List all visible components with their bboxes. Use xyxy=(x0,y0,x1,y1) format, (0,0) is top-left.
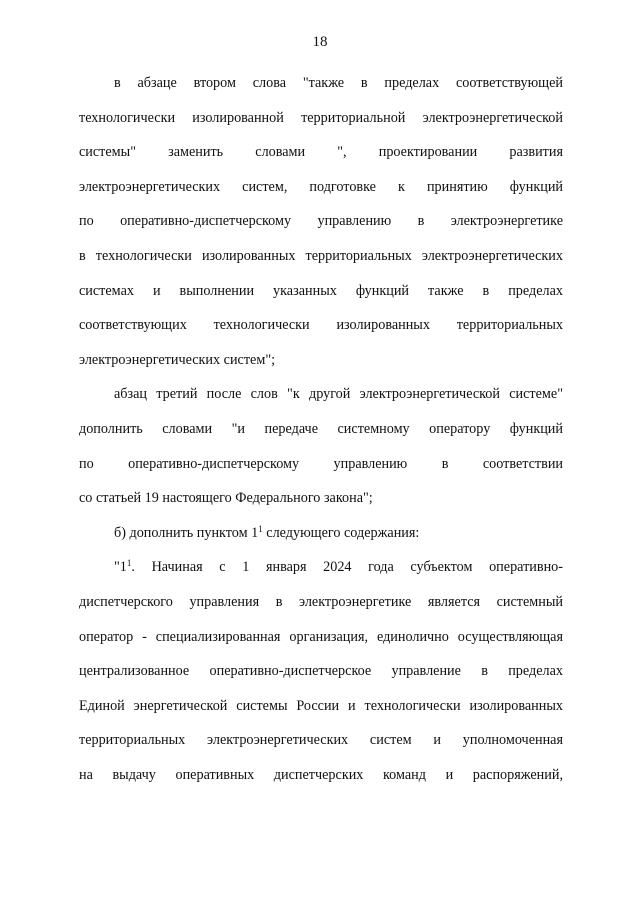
text-line xyxy=(79,274,563,309)
text-line-main: централизованное оперативно-диспетчерское управление в пределах xyxy=(79,663,563,680)
text-line xyxy=(79,654,563,689)
text-line xyxy=(79,758,563,793)
text-line xyxy=(79,239,563,274)
text-line-main: дополнить словами "и передаче системному оператору функций xyxy=(79,420,563,437)
text-line xyxy=(79,135,563,170)
text-line xyxy=(79,723,563,758)
text-line-main: системах и выполнении указанных функций также в пределах xyxy=(79,282,563,299)
text-line xyxy=(79,412,563,447)
superscript-index: 1 xyxy=(258,523,263,534)
text-line xyxy=(79,170,563,205)
superscript-index: 1 xyxy=(126,558,132,569)
text-line xyxy=(79,308,563,343)
document-body xyxy=(79,66,563,792)
text-line-main: диспетчерского управления в электроэнергетике является системный xyxy=(79,593,563,610)
text-line-main: б) дополнить пунктом 1 xyxy=(114,524,259,541)
text-line-main: системы" заменить словами ", проектировании развития xyxy=(79,144,563,161)
text-line xyxy=(79,620,563,655)
text-line xyxy=(79,204,563,239)
text-line-main: абзац третий после слов "к другой электроэнергетической системе" xyxy=(114,386,563,403)
text-line xyxy=(79,377,563,412)
text-line-main: оператор - специализированная организация, единолично осуществляющая xyxy=(79,628,563,645)
text-line-main: по оперативно-диспетчерскому управлению в соответствии xyxy=(79,455,563,472)
text-line-main: технологически изолированной территориальной электроэнергетической xyxy=(79,109,563,126)
text-line-main: соответствующих технологически изолированных территориальных xyxy=(79,317,563,334)
text-line-main: Единой энергетической системы России и технологически изолированных xyxy=(79,697,563,714)
text-line-main: на выдачу оперативных диспетчерских команд и распоряжений, xyxy=(79,766,563,783)
text-line xyxy=(79,447,563,482)
text-line-main: со статьей 19 настоящего Федерального закона"; xyxy=(79,490,373,507)
text-line xyxy=(79,481,563,516)
text-line-main: электроэнергетических систем"; xyxy=(79,351,276,368)
text-line-tail: следующего содержания: xyxy=(262,524,420,541)
text-line-main: в абзаце втором слова "также в пределах соответствующей xyxy=(114,75,563,91)
text-line xyxy=(79,689,563,724)
text-line-main: электроэнергетических систем, подготовке к принятию функций xyxy=(79,178,563,195)
text-line xyxy=(79,585,563,620)
text-line-main: "1 xyxy=(114,559,127,576)
text-line-main: в технологически изолированных территориальных электроэнергетических xyxy=(79,247,563,264)
text-line-tail: . Начиная с 1 января 2024 года субъектом оперативно- xyxy=(131,559,563,576)
text-line xyxy=(79,343,563,378)
text-line-main: территориальных электроэнергетических систем и уполномоченная xyxy=(79,732,563,749)
text-line xyxy=(79,101,563,136)
text-line-main: по оперативно-диспетчерскому управлению в электроэнергетике xyxy=(79,213,563,230)
text-line xyxy=(79,516,563,551)
text-line xyxy=(79,66,563,101)
page-number: 18 xyxy=(312,34,328,50)
text-line xyxy=(79,550,563,585)
